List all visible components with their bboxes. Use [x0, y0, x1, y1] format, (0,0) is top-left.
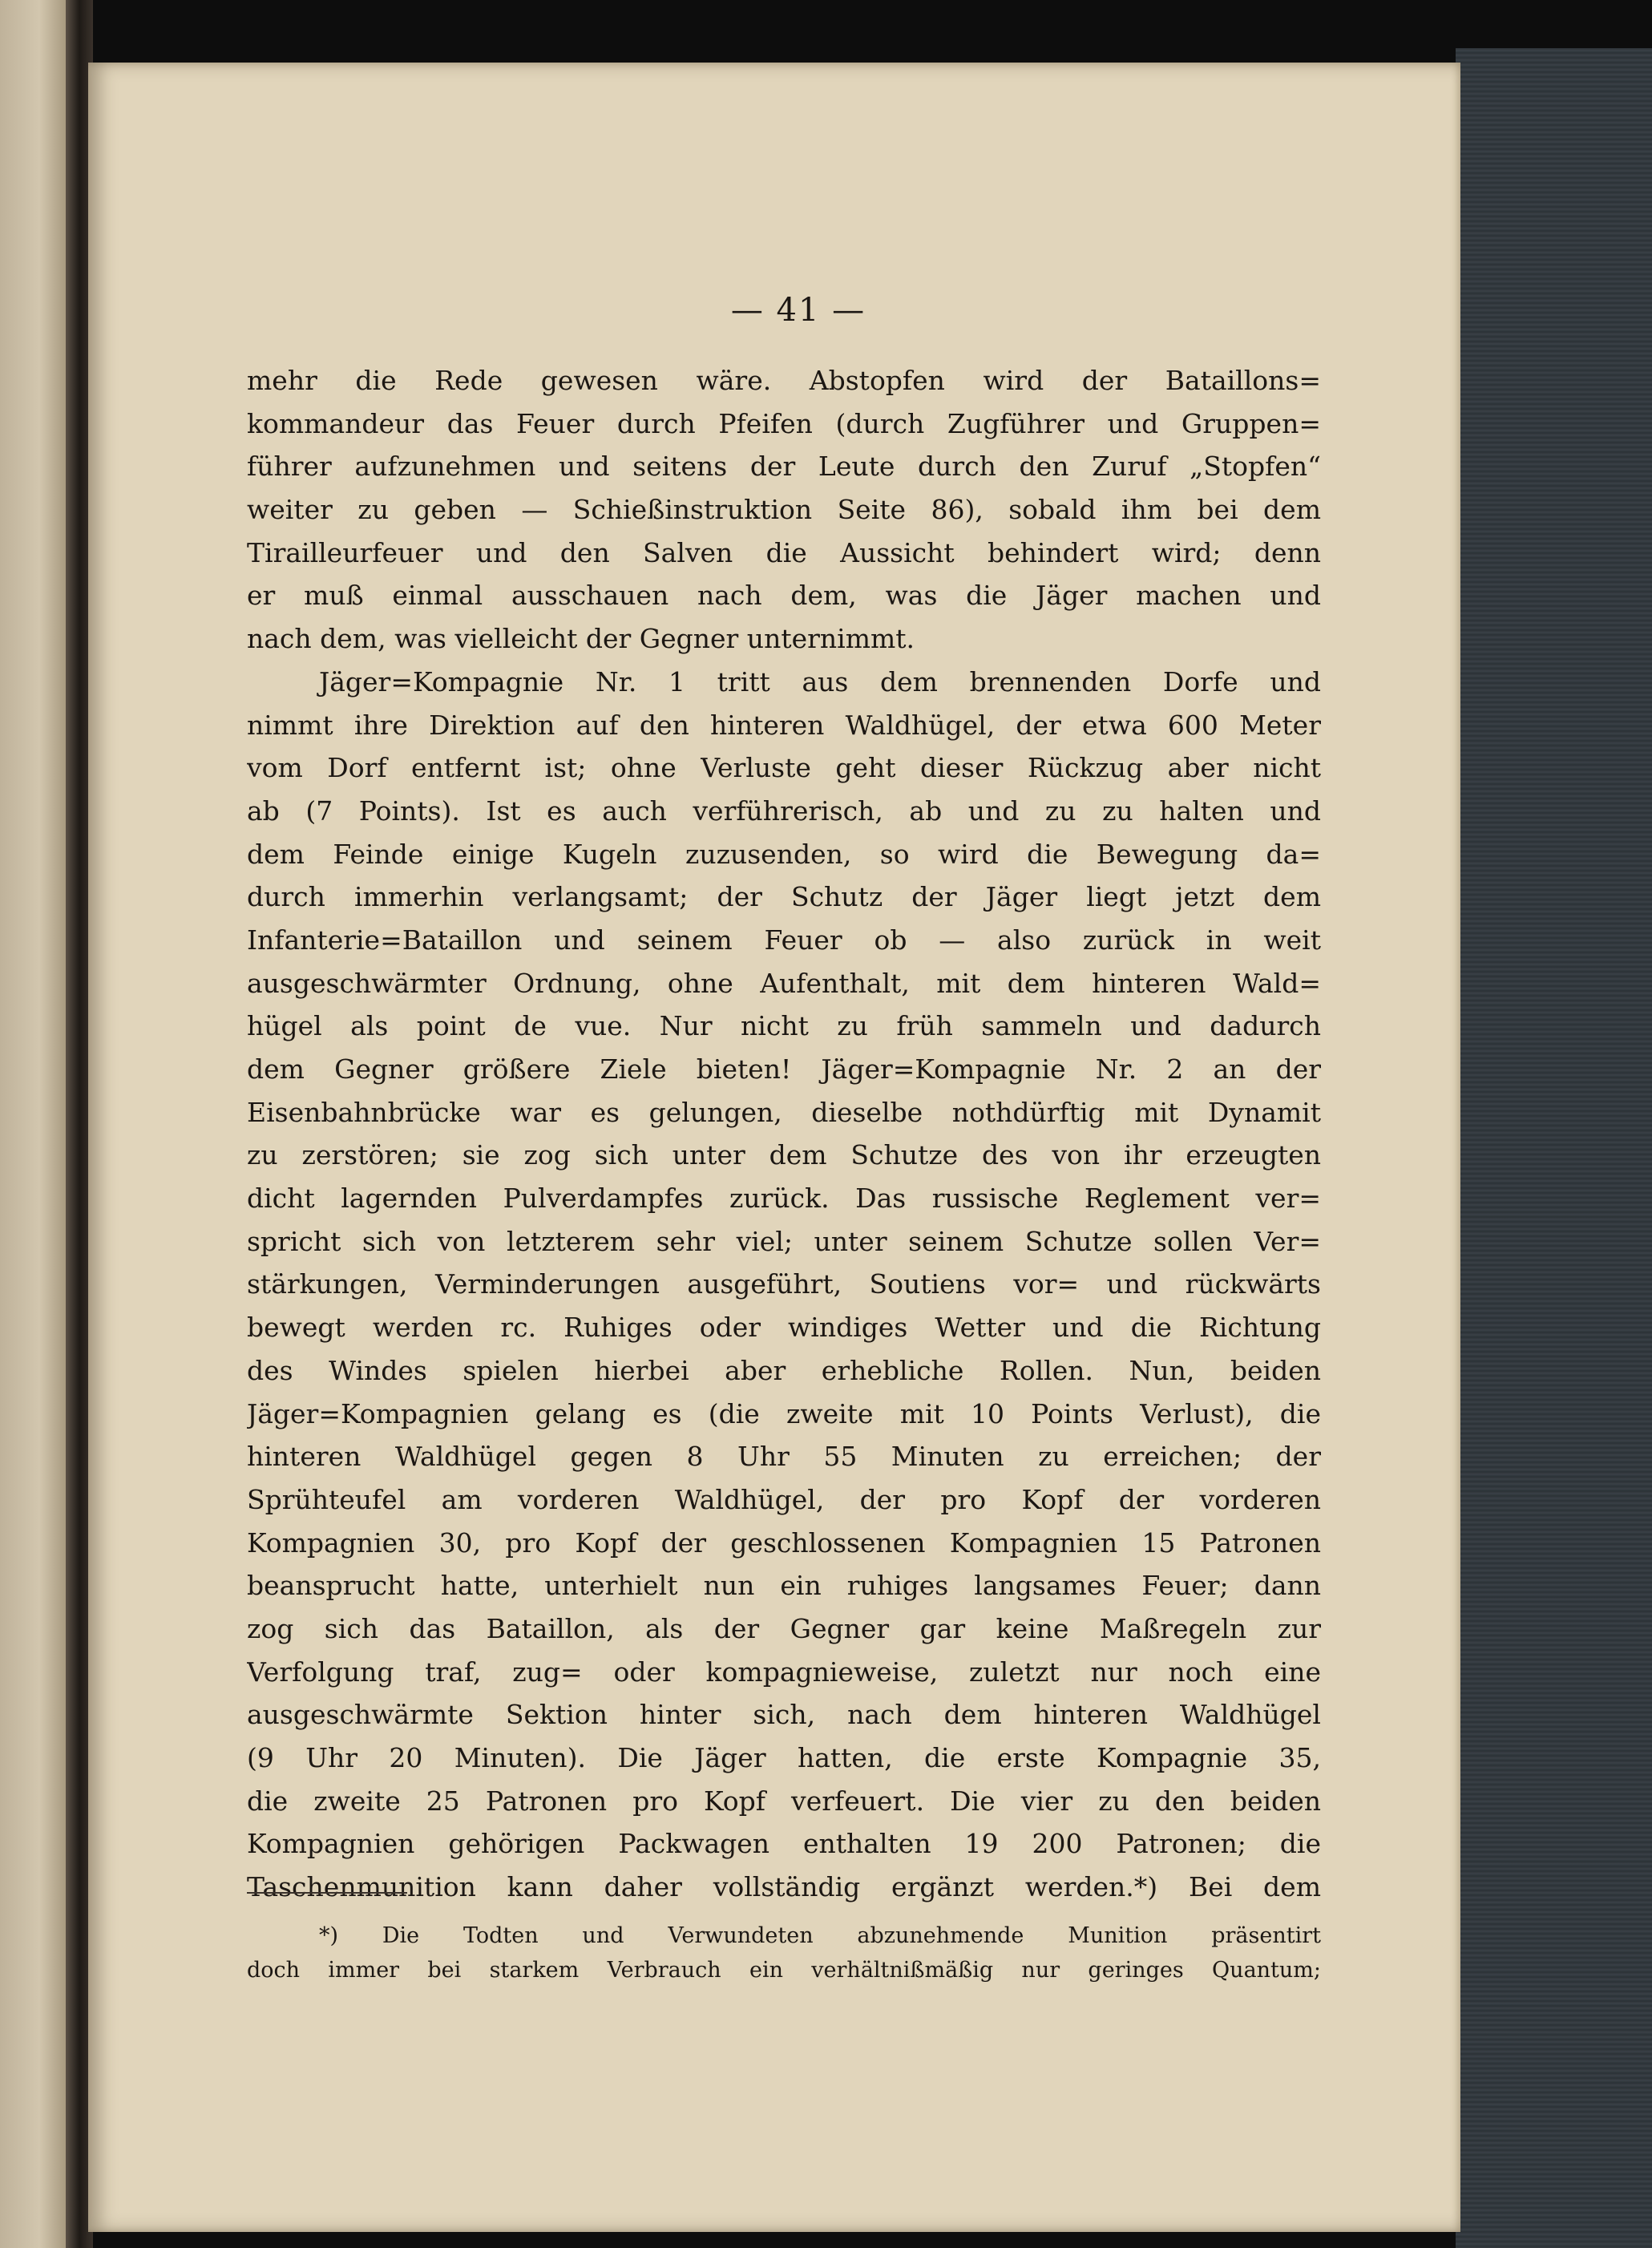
text-line: zu zerstören; sie zog sich unter dem Schutze des von ihr erzeugten	[247, 1139, 1321, 1171]
book-cover-edge	[1456, 48, 1652, 2248]
text-line: ausgeschwärmter Ordnung, ohne Aufenthalt, mit dem hinteren Wald=	[247, 967, 1321, 999]
text-line: Verfolgung traf, zug= oder kompagnieweise, zuletzt nur noch eine	[247, 1656, 1321, 1688]
text-line: (9 Uhr 20 Minuten). Die Jäger hatten, die erste Kompagnie 35,	[247, 1742, 1321, 1773]
book-page	[88, 63, 1460, 2232]
footnote-line: *) Die Todten und Verwundeten abzunehmende Munition präsentirt	[319, 1923, 1321, 1948]
body-text	[247, 359, 1321, 1909]
text-line: ausgeschwärmte Sektion hinter sich, nach dem hinteren Waldhügel	[247, 1699, 1321, 1731]
text-line: die zweite 25 Patronen pro Kopf verfeuert. Die vier zu den beiden	[247, 1785, 1321, 1817]
text-line: kommandeur das Feuer durch Pfeifen (durch Zugführer und Gruppen=	[247, 407, 1321, 439]
text-line: Eisenbahnbrücke war es gelungen, dieselbe nothdürftig mit Dynamit	[247, 1096, 1321, 1128]
text-line: des Windes spielen hierbei aber erhebliche Rollen. Nun, beiden	[247, 1354, 1321, 1386]
text-line: dicht lagernden Pulverdampfes zurück. Das russische Reglement ver=	[247, 1183, 1321, 1215]
text-line: Kompagnien gehörigen Packwagen enthalten 19 200 Patronen; die	[247, 1828, 1321, 1860]
text-line: Infanterie=Bataillon und seinem Feuer ob — also zurück in weit	[247, 924, 1321, 956]
text-line: durch immerhin verlangsamt; der Schutz der Jäger liegt jetzt dem	[247, 881, 1321, 913]
footnote-line: doch immer bei starkem Verbrauch ein verhältnißmäßig nur geringes Quantum;	[247, 1958, 1321, 1983]
footnote-divider	[247, 1892, 407, 1894]
text-line: Tirailleurfeuer und den Salven die Aussicht behindert wird; denn	[247, 536, 1321, 568]
text-line: Jäger=Kompagnie Nr. 1 tritt aus dem brennenden Dorfe und	[319, 665, 1321, 697]
page-number: — 41 —	[730, 292, 866, 329]
text-line: nach dem, was vielleicht der Gegner unternimmt.	[247, 623, 915, 655]
text-line: Jäger=Kompagnien gelang es (die zweite mit 10 Points Verlust), die	[247, 1397, 1321, 1429]
text-line: spricht sich von letzterem sehr viel; unter seinem Schutze sollen Ver=	[247, 1225, 1321, 1257]
text-line: stärkungen, Verminderungen ausgeführt, Soutiens vor= und rückwärts	[247, 1268, 1321, 1300]
facing-page-edge	[0, 0, 66, 2248]
text-line: Sprühteufel am vorderen Waldhügel, der pro Kopf der vorderen	[247, 1483, 1321, 1515]
text-line: vom Dorf entfernt ist; ohne Verluste geht dieser Rückzug aber nicht	[247, 752, 1321, 784]
text-line: hügel als point de vue. Nur nicht zu früh sammeln und dadurch	[247, 1010, 1321, 1042]
text-line: führer aufzunehmen und seitens der Leute durch den Zuruf „Stopfen“	[247, 451, 1321, 483]
text-line: er muß einmal ausschauen nach dem, was die Jäger machen und	[247, 580, 1321, 612]
text-line: Taschenmunition kann daher vollständig ergänzt werden.*) Bei dem	[247, 1871, 1321, 1903]
text-line: hinteren Waldhügel gegen 8 Uhr 55 Minuten zu erreichen; der	[247, 1441, 1321, 1473]
text-line: Kompagnien 30, pro Kopf der geschlossenen Kompagnien 15 Patronen	[247, 1526, 1321, 1559]
text-line: zog sich das Bataillon, als der Gegner gar keine Maßregeln zur	[247, 1612, 1321, 1644]
text-line: beansprucht hatte, unterhielt nun ein ruhiges langsames Feuer; dann	[247, 1570, 1321, 1602]
text-line: mehr die Rede gewesen wäre. Abstopfen wird der Bataillons=	[247, 365, 1321, 396]
text-line: bewegt werden rc. Ruhiges oder windiges Wetter und die Richtung	[247, 1312, 1321, 1344]
text-line: dem Gegner größere Ziele bieten! Jäger=Kompagnie Nr. 2 an der	[247, 1053, 1321, 1085]
text-line: nimmt ihre Direktion auf den hinteren Waldhügel, der etwa 600 Meter	[247, 709, 1321, 741]
text-line: weiter zu geben — Schießinstruktion Seite 86), sobald ihm bei dem	[247, 494, 1321, 526]
footnote	[247, 1918, 1321, 1987]
text-line: ab (7 Points). Ist es auch verführerisch, ab und zu zu halten und	[247, 794, 1321, 827]
text-line: dem Feinde einige Kugeln zuzusenden, so wird die Bewegung da=	[247, 838, 1321, 870]
